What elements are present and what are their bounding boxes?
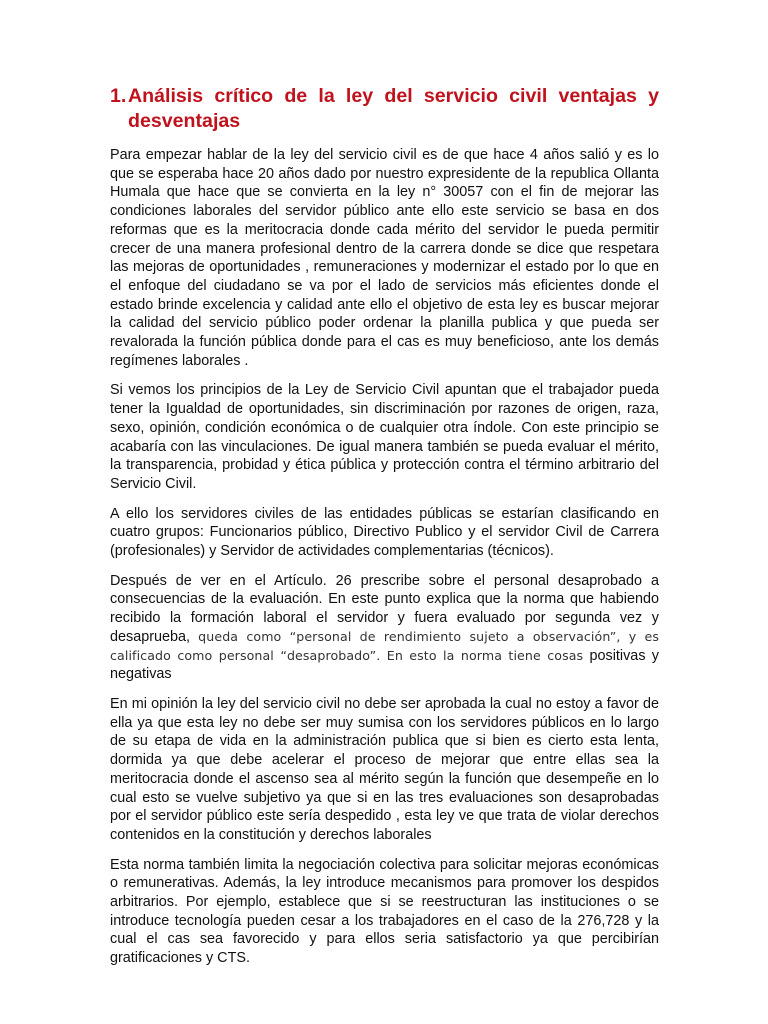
paragraph-1: Para empezar hablar de la ley del servicio civil es de que hace 4 años salió y es lo que se esperaba hace 20 años dado por nuestro expresidente de la republica Ollanta Humala que hace que se convierta en la ley n° 30057 con el fin de mejorar las condiciones laborales del servidor público ante ello este servicio se basa en dos reformas que es la meritocracia donde cada mérito del servidor le pueda permitir crecer de una manera profesional dentro de la carrera donde se dice que respetara las mejoras de oportunidades , remuneraciones y modernizar el estado por lo que en el enfoque del ciudadano se va por el lado de servicios más eficientes donde el estado brinde excelencia y calidad ante ello el objetivo de esta ley es buscar mejorar la calidad del servicio público poder ordenar la planilla publica y que pueda ser revalorada la función pública donde para el cas es muy beneficioso, ante los demás regímenes laborales . [110, 147, 659, 369]
paragraph-3: A ello los servidores civiles de las entidades públicas se estarían clasificando en cuatro grupos: Funcionarios público, Directivo Publico y el servidor Civil de Carrera (profesionales) y Servidor de actividades complementarias (técnicos). [110, 505, 659, 560]
paragraph-4-text: Después de ver en el Artículo. 26 prescribe sobre el personal desaprobado a consecuencias de la evaluación. En este punto explica que la norma que habiendo recibido la formación laboral el servidor y fuera evaluado por segunda vez y desaprueba, [110, 572, 659, 645]
paragraph-4-end: positivas y negativas [110, 647, 660, 683]
paragraph-4 [110, 572, 659, 684]
paragraph-2: Si vemos los principios de la Ley de Servicio Civil apuntan que el trabajador pueda tener la Igualdad de oportunidades, sin discriminación por razones de origen, raza, sexo, opinión, condición económica o de cualquier otra índole. Con este principio se acabaría con las vinculaciones. De igual manera también se pueda evaluar el mérito, la transparencia, probidad y ética pública y protección contra el término arbitrario del Servicio Civil. [110, 382, 659, 492]
paragraph-4-quote: queda como “personal de rendimiento sujeto a observación”, y es calificado como personal “desaprobado”. En esto la norma tiene cosas [110, 628, 660, 663]
heading-number: 1. [110, 85, 127, 107]
paragraph-5: En mi opinión la ley del servicio civil no debe ser aprobada la cual no estoy a favor de ella ya que esta ley no debe ser muy sumisa con los servidores públicos en lo largo de su etapa de vida en la administración publica que si bien es cierto esta lenta, dormida ya que debe acelerar el proceso de mejorar que entre ellas sea la meritocracia donde el ascenso sea al mérito según la función que desempeñe en lo cual esto se vuelve subjetivo ya que si en las tres evaluaciones son desaprobadas por el servidor público este sería despedido , esta ley ve que trata de violar derechos contenidos en la constitución y derechos laborales [110, 695, 659, 843]
paragraph-6: Esta norma también limita la negociación colectiva para solicitar mejoras económicas o remunerativas. Además, la ley introduce mecanismos para promover los despidos arbitrarios. Por ejemplo, establece que si se reestructuran las instituciones o se introduce tecnología pueden cesar a los trabajadores en el caso de la 276,728 y la cual el cas sea favorecido y para ellos seria satisfactorio ya que percibirían gratificaciones y CTS. [110, 856, 659, 967]
heading-text: Análisis crítico de la ley del servicio civil ventajas y desventajas [128, 85, 659, 132]
document-page [110, 84, 659, 979]
section-heading [110, 84, 659, 134]
